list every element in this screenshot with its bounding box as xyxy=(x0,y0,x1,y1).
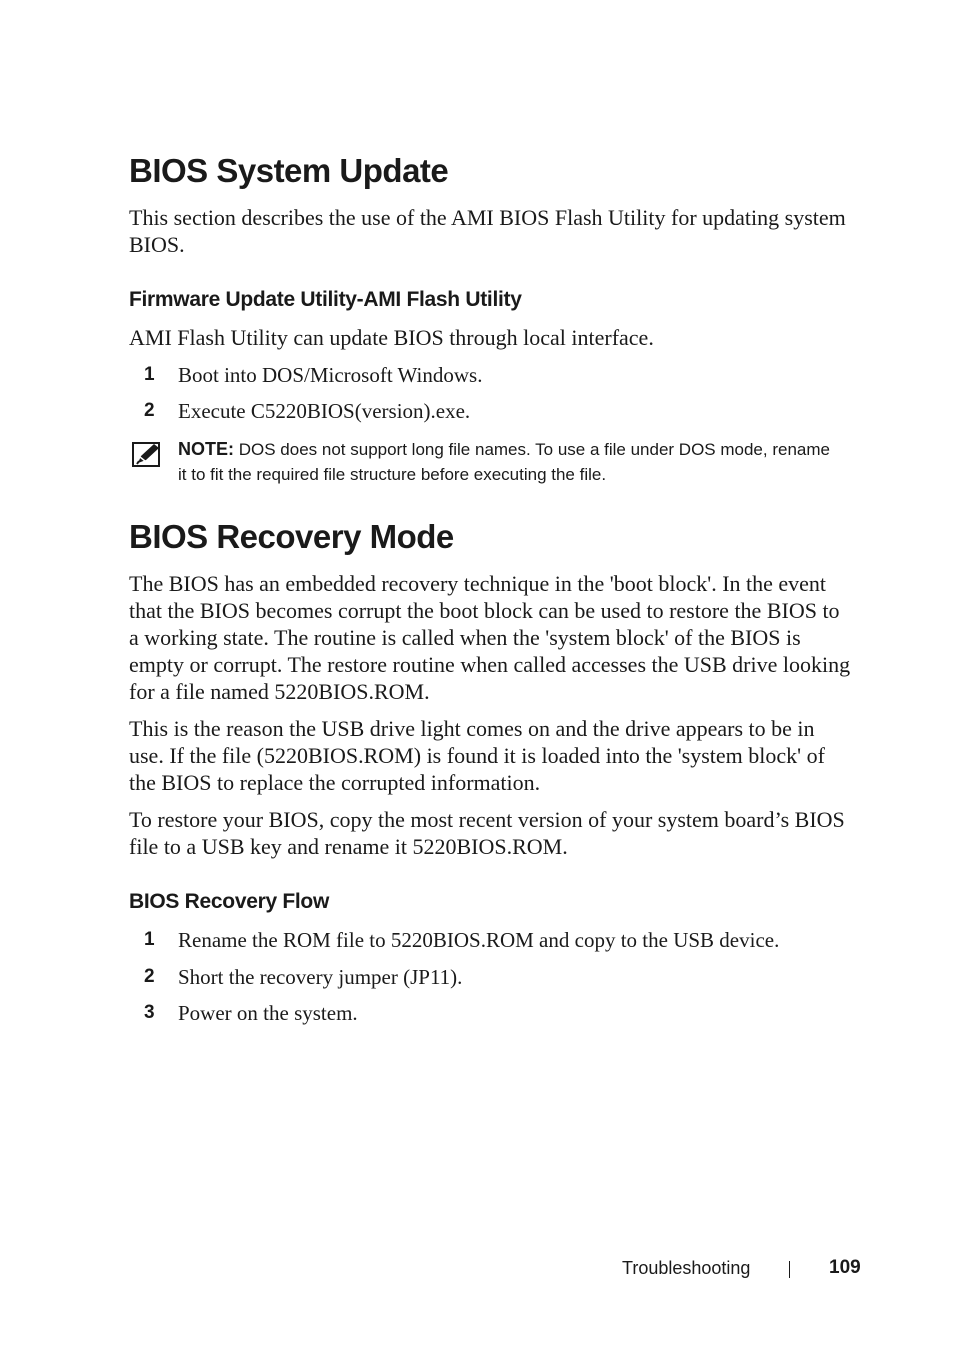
note-label: NOTE: xyxy=(178,439,234,459)
step-text: Execute C5220BIOS(version).exe. xyxy=(178,399,471,423)
step-text: Boot into DOS/Microsoft Windows. xyxy=(178,363,483,387)
note-body: DOS does not support long file names. To use a file under DOS mode, rename it to fit the required file structure before executing the file. xyxy=(178,440,830,484)
subheading-intro: AMI Flash Utility can update BIOS through local interface. xyxy=(129,325,654,350)
paragraph-usb-drive-light: This is the reason the USB drive light comes on and the drive appears to be in use. If the file (5220BIOS.ROM) is found it is loaded into the 'system block' of the BIOS to replace the corrupted information. xyxy=(129,716,825,795)
note-callout xyxy=(129,437,854,491)
paragraph-restore-bios: To restore your BIOS, copy the most recent version of your system board’s BIOS file to a USB key and rename it 5220BIOS.ROM. xyxy=(129,807,845,859)
page-footer xyxy=(0,1254,954,1282)
step-number: 1 xyxy=(144,929,155,950)
footer-section-name: Troubleshooting xyxy=(622,1258,751,1278)
page-number: 109 xyxy=(829,1257,861,1278)
paragraph-boot-block: The BIOS has an embedded recovery technique in the 'boot block'. In the event that the BIOS becomes corrupt the boot block can be used to restore the BIOS to a working state. The routine is called when the 'system block' of the BIOS is empty or corrupt. The restore routine when called accesses the USB drive looking for a file named 5220BIOS.ROM. xyxy=(129,571,851,704)
note-pencil-icon xyxy=(132,442,162,468)
section-title-bios-recovery-mode: BIOS Recovery Mode xyxy=(129,518,454,555)
subheading-firmware-update-utility: Firmware Update Utility-AMI Flash Utility xyxy=(129,288,522,311)
step-text: Power on the system. xyxy=(178,1001,358,1025)
step-text: Short the recovery jumper (JP11). xyxy=(178,965,463,989)
footer-divider xyxy=(789,1261,790,1278)
step-number: 2 xyxy=(144,400,155,421)
note-text xyxy=(178,437,838,487)
step-text: Rename the ROM file to 5220BIOS.ROM and copy to the USB device. xyxy=(178,928,780,952)
step-number: 3 xyxy=(144,1002,155,1023)
section-title-bios-system-update: BIOS System Update xyxy=(129,152,449,189)
step-number: 1 xyxy=(144,364,155,385)
section-intro: This section describes the use of the AMI BIOS Flash Utility for updating system BIOS. xyxy=(129,205,846,257)
step-number: 2 xyxy=(144,966,155,987)
subheading-bios-recovery-flow: BIOS Recovery Flow xyxy=(129,890,329,913)
